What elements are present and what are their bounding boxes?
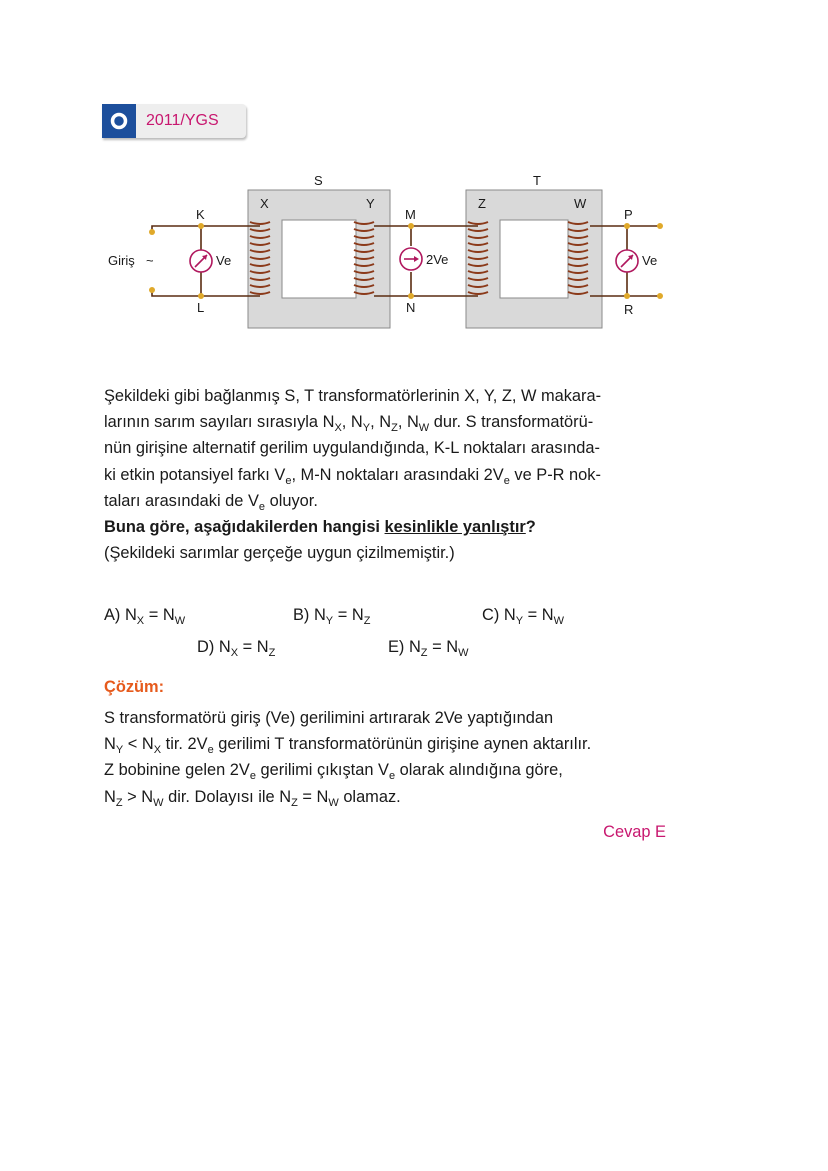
voltmeter-KL-icon [190, 250, 212, 272]
point-K: K [196, 207, 205, 222]
point-N: N [406, 300, 416, 315]
label-T: T [533, 173, 541, 188]
solution-text: S transformatörü giriş (Ve) gerilimini artırarak 2Ve yaptığından $N_Y < N_X$ tir. $2V_e$ gerilimi T transformatörünün girişine aynen aktarılır. Z bobinine gelen $2V_e$ gerilimi çıkıştan $V_e$ olarak alındığına göre, $N_Z > N_W$ dir. Dolayısı ile $N_Z = N_W$ olamaz. [104, 709, 592, 809]
meter-label-MN: 2Ve [426, 252, 449, 267]
point-P: P [624, 207, 633, 222]
ring-icon [102, 104, 136, 138]
option-b[interactable]: B) $N_Y = N_Z$ [293, 606, 371, 627]
point-M: M [405, 207, 416, 222]
label-W: W [574, 196, 587, 211]
voltmeter-MN-icon [400, 248, 422, 270]
question-text: Şekildeki gibi bağlanmış S, T transformatörlerinin X, Y, Z, W makara- larının sarım sayıları sırasıyla $N_X$, $N_Y$, $N_Z$, $N_W$ dur. S transformatörü- nün girişine alternatif gerilim uygulandığında, K-L noktaları arasında- ki etkin potansiyel farkı $V_e$, M-N noktaları arasındaki $2V_e$ ve P-R nok- taları arasındaki de $V_e$ oluyor. Buna göre, aşağıdakilerden hangisi kesinlikle yanlıştır? (Şekildeki sarımlar gerçeğe uygun çizilmemiştir.) [104, 383, 674, 566]
meter-label-PR: Ve [642, 253, 658, 268]
input-label: Giriş [108, 253, 135, 268]
ac-symbol: ~ [146, 253, 154, 268]
question-prompt: Buna göre, aşağıdakilerden hangisi kesinlikle yanlıştır? [104, 518, 536, 537]
voltmeter-PR-icon [616, 250, 638, 272]
meter-label-KL: Ve [216, 253, 232, 268]
question-note: (Şekildeki sarımlar gerçeğe uygun çizilmemiştir.) [104, 544, 455, 563]
label-Z: Z [478, 196, 486, 211]
transformer-circuit-figure [100, 168, 680, 338]
year-badge [102, 104, 246, 138]
option-a[interactable]: A) $N_X = N_W$ [104, 606, 186, 627]
option-c[interactable]: C) $N_Y = N_W$ [482, 606, 564, 627]
option-d[interactable]: D) $N_X = N_Z$ [197, 638, 276, 659]
option-e[interactable]: E) $N_Z = N_W$ [388, 638, 469, 659]
label-Y: Y [366, 196, 375, 211]
point-R: R [624, 302, 634, 317]
point-L: L [197, 300, 205, 315]
answer-label: Cevap E [603, 823, 666, 841]
year-label: 2011/YGS [146, 112, 219, 129]
label-S: S [314, 173, 323, 188]
solution-title: Çözüm: [104, 678, 165, 696]
label-X: X [260, 196, 269, 211]
